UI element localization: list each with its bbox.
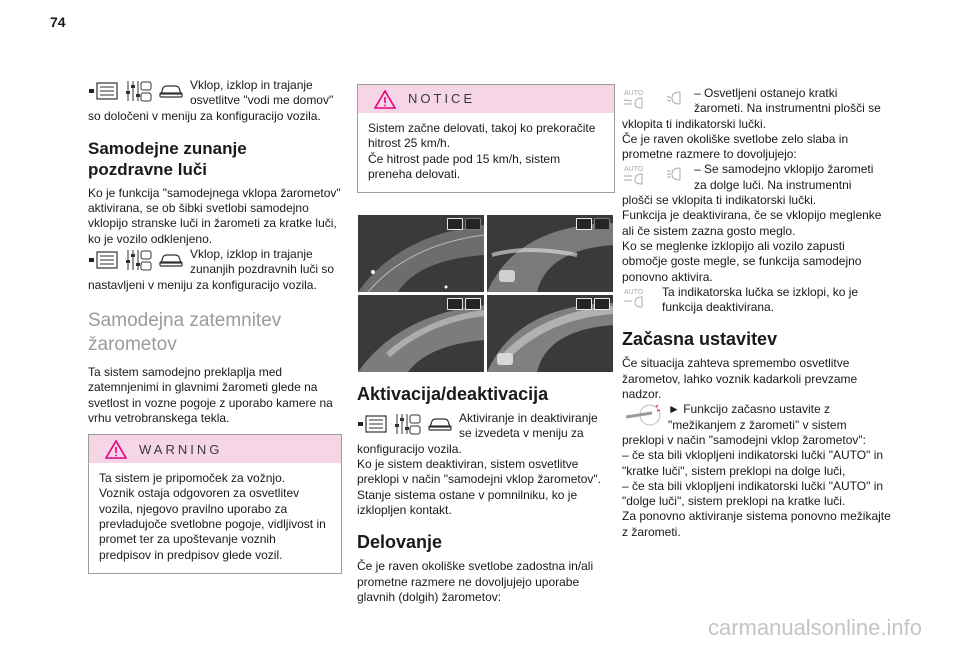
auto-dimming-heading: Samodejna zatemnitev žarometov <box>88 309 282 355</box>
watermark: carmanualsonline.info <box>707 615 922 640</box>
svg-text:AUTO: AUTO <box>624 166 644 174</box>
suspend-heading: Začasna ustavitev <box>622 329 778 350</box>
settings-sliders-icon <box>393 412 421 436</box>
settings-sliders-icon <box>124 248 152 272</box>
headlamp-illustration-grid <box>358 215 615 372</box>
illustration-main-beam-road <box>358 295 484 372</box>
off-indicator-icon-line <box>622 285 892 316</box>
operation-heading: Delovanje <box>357 532 443 553</box>
welcome-continuation: nastavljeni v meniju za konfiguracijo vozila. <box>88 277 317 292</box>
column-middle <box>357 84 615 605</box>
menu-screen-icon <box>88 251 118 269</box>
dipped-beam-icon-line <box>622 86 892 117</box>
off-indicator-text: Ta indikatorska lučka se izklopi, ko je funkcija deaktivirana. <box>662 284 859 315</box>
main-beam-continuation: plošči se vklopita ti indikatorski lučki. Funkcija je deaktivirana, če se vklopijo meglenke ali če sistem zazna gosto meglo. Ko se meglenke izklopijo ali vozilo zapusti območje goste megle, se funkcija samodejno ponovno aktivira. <box>622 193 882 284</box>
guide-home-text: Vklop, izklop in trajanje osvetlitve "vodi me domov" <box>190 78 334 108</box>
column-left <box>88 78 342 574</box>
menu-screen-icon <box>88 82 118 100</box>
headlamp-flash-stalk-icon <box>622 403 662 427</box>
dipped-beam-icon <box>666 90 688 106</box>
welcome-lighting-heading: Samodejne zunanje pozdravne luči <box>88 138 247 179</box>
car-config-icon <box>158 251 184 269</box>
guide-home-continuation: so določeni v meniju za konfiguracijo vozila. <box>88 108 321 123</box>
dipped-beam-text: – Osvetljeni ostanejo kratki žarometi. Na instrumentni plošči se <box>694 86 881 116</box>
activation-continuation: konfiguracijo vozila. Ko je sistem deaktiviran, sistem osvetlitve preklopi v način "samodejni vklop žarometov". Stanje sistema ostane v pomnilniku, ko je izklopljen kontakt. <box>357 441 601 517</box>
auto-dimming-text: Ta sistem samodejno preklaplja med zatemnjenimi in glavnimi žarometi glede na svetlost in vozne pogoje z uporabo kamere na vrhu vetrobranskega tekla. <box>88 364 333 425</box>
page-number: 74 <box>50 14 66 30</box>
main-beam-icon <box>666 166 688 182</box>
welcome-icon-line <box>88 247 342 278</box>
notice-title: NOTICE <box>408 91 476 107</box>
settings-sliders-icon <box>124 79 152 103</box>
illustration-dipped-beam-car <box>487 215 613 292</box>
notice-box <box>357 84 615 193</box>
guide-home-icon-line <box>88 78 342 109</box>
activation-heading: Aktivacija/deaktivacija <box>357 384 549 405</box>
auto-off-lamp-icon <box>622 286 656 308</box>
notice-text: Sistem začne delovati, takoj ko prekoračite hitrost 25 km/h. Če hitrost pade pod 15 km/h, sistem preneha delovati. <box>368 121 596 181</box>
suspend-continuation: preklopi v način "samodejni vklop žarometov": – če sta bili vklopljeni indikatorski lučki "AUTO" in "kratke luči", sistem preklopi na dolge luči, – če sta bili vklopljeni indikatorski lučki "AUTO" in "dolge luči", sistem preklopi na kratke luči. Za ponovno aktiviranje sistema ponovno mežikajte z žarometi. <box>622 432 891 539</box>
suspend-icon-line <box>622 402 892 433</box>
dipped-beam-continuation: vklopita ti indikatorski lučki. Če je raven okoliške svetlobe zelo slaba in prometne razmere to dovoljujejo: <box>622 116 849 162</box>
activation-icon-line <box>357 411 615 442</box>
car-config-icon <box>158 82 184 100</box>
warning-triangle-icon <box>105 440 127 459</box>
suspend-icon-text: ► Funkcijo začasno ustavite z "mežikanjem z žarometi" v sistem <box>668 402 847 432</box>
main-beam-text: – Se samodejno vklopijo žarometi za dolge luči. Na instrumentni <box>694 162 874 192</box>
notice-triangle-icon <box>374 90 396 109</box>
svg-text:AUTO: AUTO <box>624 288 644 296</box>
illustration-main-beam-car <box>487 295 613 372</box>
warning-title: WARNING <box>139 441 223 457</box>
illustration-dipped-beam-oncoming <box>358 215 484 292</box>
auto-lamp-icon <box>622 87 656 109</box>
column-right <box>622 86 892 540</box>
main-beam-icon-line <box>622 162 892 193</box>
operation-text: Če je raven okoliške svetlobe zadostna in/ali prometne razmere ne dovoljujejo uporabe glavnih (dolgih) žarometov: <box>357 559 594 604</box>
warning-text: Ta sistem je pripomoček za vožnjo. Voznik ostaja odgovoren za osvetlitev vozila, njegovo pravilno uporabo za prevladujoče svetlobne pogoje, vidljivost in promet ter za upoštevanje voznih predpisov in predpisov glede vozil. <box>99 471 326 562</box>
activation-icon-text: Aktiviranje in deaktiviranje se izvedeta v meniju za <box>459 411 598 441</box>
warning-box <box>88 434 342 574</box>
welcome-lighting-text: Ko je funkcija "samodejnega vklopa žarometov" aktivirana, se ob šibki svetlobi samodejno vklopijo stranske luči in žarometi za kratke luči, ko je vozilo odklenjeno. <box>88 185 341 246</box>
svg-text:AUTO: AUTO <box>624 90 644 97</box>
welcome-icon-text: Vklop, izklop in trajanje zunanjih pozdravnih luči so <box>190 247 335 277</box>
car-config-icon <box>427 415 453 433</box>
auto-lamp-icon <box>622 163 656 185</box>
suspend-text: Če situacija zahteva spremembo osvetlitve žarometov, lahko voznik kadarkoli prevzame nadzor. <box>622 356 858 402</box>
menu-screen-icon <box>357 415 387 433</box>
